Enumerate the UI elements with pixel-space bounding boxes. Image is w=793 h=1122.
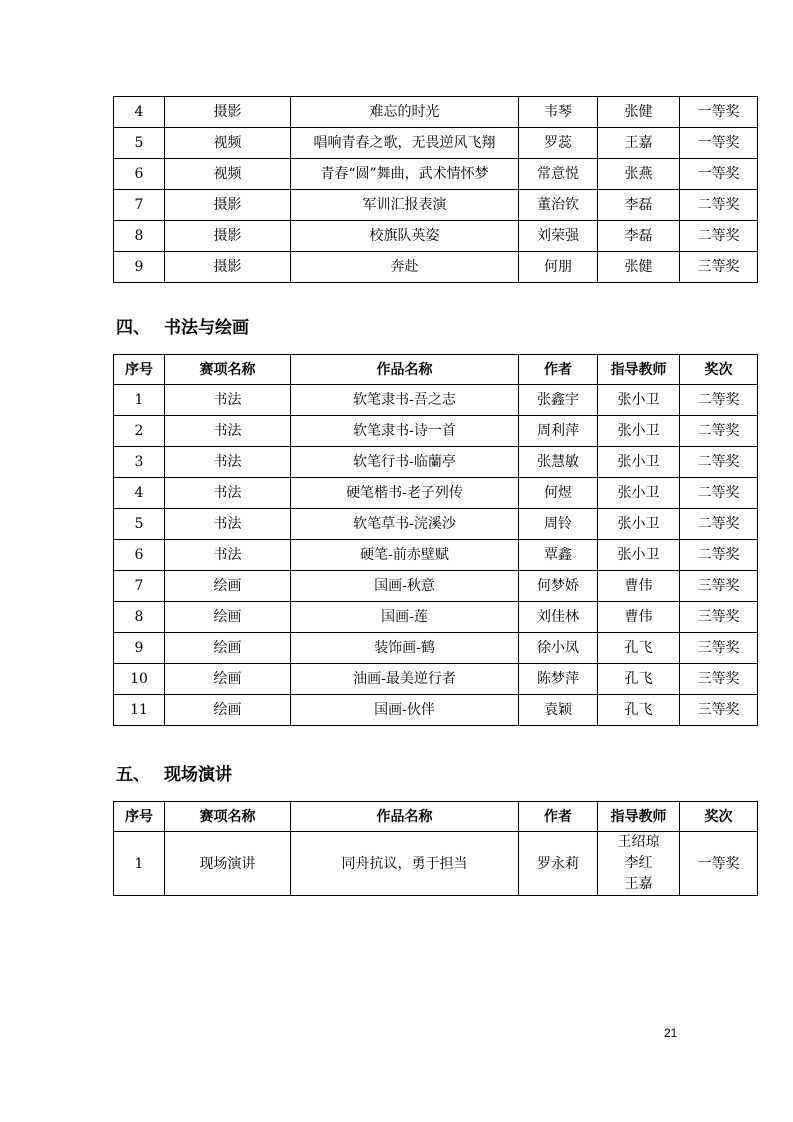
cell-teacher: 曹伟 — [598, 571, 680, 602]
header-no: 序号 — [114, 802, 165, 832]
section-title: 现场演讲 — [164, 765, 232, 785]
cell-work: 同舟抗议，勇于担当 — [291, 832, 519, 896]
cell-work: 硬笔-前赤壁赋 — [291, 540, 519, 571]
cell-category: 绘画 — [165, 664, 291, 695]
section-heading-calligraphy-painting — [116, 313, 249, 338]
cell-work: 军训汇报表演 — [291, 190, 519, 221]
table-row — [114, 633, 758, 664]
cell-award: 三等奖 — [680, 602, 758, 633]
cell-award: 三等奖 — [680, 695, 758, 726]
header-award: 奖次 — [680, 355, 758, 385]
cell-work: 青春“圆”舞曲，武术情怀梦 — [291, 159, 519, 190]
cell-award: 二等奖 — [680, 447, 758, 478]
cell-category: 书法 — [165, 447, 291, 478]
cell-author: 袁颖 — [519, 695, 598, 726]
cell-work: 校旗队英姿 — [291, 221, 519, 252]
table-row — [114, 190, 758, 221]
cell-teacher: 张小卫 — [598, 447, 680, 478]
cell-teacher: 张小卫 — [598, 509, 680, 540]
cell-author: 董治钦 — [519, 190, 598, 221]
cell-no: 3 — [114, 447, 165, 478]
cell-category: 摄影 — [165, 97, 291, 128]
cell-teacher: 张小卫 — [598, 478, 680, 509]
cell-work: 难忘的时光 — [291, 97, 519, 128]
cell-author: 刘佳林 — [519, 602, 598, 633]
section-number: 四、 — [116, 318, 150, 338]
cell-work: 国画-秋意 — [291, 571, 519, 602]
cell-author: 罗永莉 — [519, 832, 598, 896]
table-row — [114, 385, 758, 416]
table-row — [114, 159, 758, 190]
table-header-row — [114, 802, 758, 832]
cell-author: 覃鑫 — [519, 540, 598, 571]
cell-award: 三等奖 — [680, 252, 758, 283]
cell-no: 5 — [114, 128, 165, 159]
teacher-name: 李红 — [624, 855, 653, 871]
cell-no: 9 — [114, 252, 165, 283]
cell-category: 摄影 — [165, 252, 291, 283]
cell-no: 8 — [114, 221, 165, 252]
cell-award: 二等奖 — [680, 509, 758, 540]
header-teacher: 指导教师 — [598, 355, 680, 385]
cell-work: 奔赴 — [291, 252, 519, 283]
cell-category: 摄影 — [165, 190, 291, 221]
cell-work: 国画-莲 — [291, 602, 519, 633]
table-row — [114, 221, 758, 252]
table-row — [114, 252, 758, 283]
cell-author: 周铃 — [519, 509, 598, 540]
cell-teacher: 孔飞 — [598, 695, 680, 726]
table-live-speech — [113, 801, 758, 896]
cell-category: 书法 — [165, 509, 291, 540]
cell-category: 书法 — [165, 478, 291, 509]
cell-work: 软笔行书-临蘭亭 — [291, 447, 519, 478]
cell-work: 油画-最美逆行者 — [291, 664, 519, 695]
cell-no: 5 — [114, 509, 165, 540]
cell-work: 唱响青春之歌，无畏逆风飞翔 — [291, 128, 519, 159]
cell-no: 2 — [114, 416, 165, 447]
cell-author: 张鑫宇 — [519, 385, 598, 416]
cell-teacher: 王嘉 — [598, 128, 680, 159]
cell-award: 二等奖 — [680, 190, 758, 221]
header-author: 作者 — [519, 802, 598, 832]
cell-author: 何朋 — [519, 252, 598, 283]
section-title: 书法与绘画 — [164, 318, 249, 338]
cell-category: 书法 — [165, 540, 291, 571]
cell-award: 一等奖 — [680, 832, 758, 896]
table-row — [114, 832, 758, 896]
teacher-name: 王嘉 — [624, 876, 653, 892]
cell-award: 二等奖 — [680, 221, 758, 252]
cell-category: 绘画 — [165, 602, 291, 633]
table-row — [114, 540, 758, 571]
cell-teacher: 张小卫 — [598, 540, 680, 571]
cell-author: 常意悦 — [519, 159, 598, 190]
cell-work: 装饰画-鹤 — [291, 633, 519, 664]
cell-category: 现场演讲 — [165, 832, 291, 896]
cell-teacher: 张小卫 — [598, 385, 680, 416]
cell-work: 软笔隶书-诗一首 — [291, 416, 519, 447]
cell-no: 7 — [114, 190, 165, 221]
cell-author: 何梦娇 — [519, 571, 598, 602]
cell-award: 一等奖 — [680, 97, 758, 128]
cell-author: 何煜 — [519, 478, 598, 509]
cell-work: 软笔隶书-吾之志 — [291, 385, 519, 416]
cell-no: 7 — [114, 571, 165, 602]
cell-award: 二等奖 — [680, 478, 758, 509]
cell-category: 摄影 — [165, 221, 291, 252]
header-category: 赛项名称 — [165, 802, 291, 832]
teacher-name: 王绍琼 — [617, 834, 660, 850]
cell-teacher: 张燕 — [598, 159, 680, 190]
cell-teacher: 张健 — [598, 252, 680, 283]
cell-category: 视频 — [165, 159, 291, 190]
header-no: 序号 — [114, 355, 165, 385]
cell-no: 4 — [114, 478, 165, 509]
cell-no: 8 — [114, 602, 165, 633]
table-row — [114, 664, 758, 695]
cell-author: 刘荣强 — [519, 221, 598, 252]
table-row — [114, 695, 758, 726]
cell-work: 软笔草书-浣溪沙 — [291, 509, 519, 540]
cell-award: 一等奖 — [680, 128, 758, 159]
cell-award: 二等奖 — [680, 385, 758, 416]
cell-no: 9 — [114, 633, 165, 664]
cell-author: 罗蕊 — [519, 128, 598, 159]
cell-no: 6 — [114, 540, 165, 571]
header-work: 作品名称 — [291, 802, 519, 832]
section-number: 五、 — [116, 765, 150, 785]
table-row — [114, 97, 758, 128]
table-header-row — [114, 355, 758, 385]
section-heading-live-speech — [116, 760, 232, 785]
cell-no: 1 — [114, 832, 165, 896]
cell-teacher: 李磊 — [598, 190, 680, 221]
table-row — [114, 509, 758, 540]
cell-award: 三等奖 — [680, 633, 758, 664]
cell-category: 绘画 — [165, 695, 291, 726]
cell-author: 周利萍 — [519, 416, 598, 447]
cell-category: 书法 — [165, 416, 291, 447]
cell-category: 绘画 — [165, 633, 291, 664]
cell-award: 二等奖 — [680, 416, 758, 447]
cell-author: 徐小凤 — [519, 633, 598, 664]
header-teacher: 指导教师 — [598, 802, 680, 832]
cell-author: 张慧敏 — [519, 447, 598, 478]
cell-work: 硬笔楷书-老子列传 — [291, 478, 519, 509]
table-row — [114, 571, 758, 602]
cell-author: 韦琴 — [519, 97, 598, 128]
cell-no: 6 — [114, 159, 165, 190]
cell-teacher: 孔飞 — [598, 664, 680, 695]
cell-teacher: 张小卫 — [598, 416, 680, 447]
cell-award: 一等奖 — [680, 159, 758, 190]
table-row — [114, 447, 758, 478]
table-row — [114, 416, 758, 447]
header-work: 作品名称 — [291, 355, 519, 385]
cell-no: 10 — [114, 664, 165, 695]
cell-no: 4 — [114, 97, 165, 128]
cell-no: 1 — [114, 385, 165, 416]
cell-teacher: 曹伟 — [598, 602, 680, 633]
cell-teacher: 李磊 — [598, 221, 680, 252]
header-award: 奖次 — [680, 802, 758, 832]
header-category: 赛项名称 — [165, 355, 291, 385]
page-number: 21 — [664, 1026, 678, 1040]
cell-category: 书法 — [165, 385, 291, 416]
table-media-awards — [113, 96, 758, 283]
cell-award: 三等奖 — [680, 571, 758, 602]
table-row — [114, 128, 758, 159]
cell-category: 绘画 — [165, 571, 291, 602]
cell-category: 视频 — [165, 128, 291, 159]
cell-work: 国画-伙伴 — [291, 695, 519, 726]
cell-teacher — [598, 832, 680, 896]
cell-teacher: 张健 — [598, 97, 680, 128]
cell-award: 二等奖 — [680, 540, 758, 571]
cell-author: 陈梦萍 — [519, 664, 598, 695]
table-calligraphy-painting — [113, 354, 758, 726]
cell-teacher: 孔飞 — [598, 633, 680, 664]
table-row — [114, 478, 758, 509]
cell-no: 11 — [114, 695, 165, 726]
header-author: 作者 — [519, 355, 598, 385]
cell-award: 三等奖 — [680, 664, 758, 695]
table-row — [114, 602, 758, 633]
